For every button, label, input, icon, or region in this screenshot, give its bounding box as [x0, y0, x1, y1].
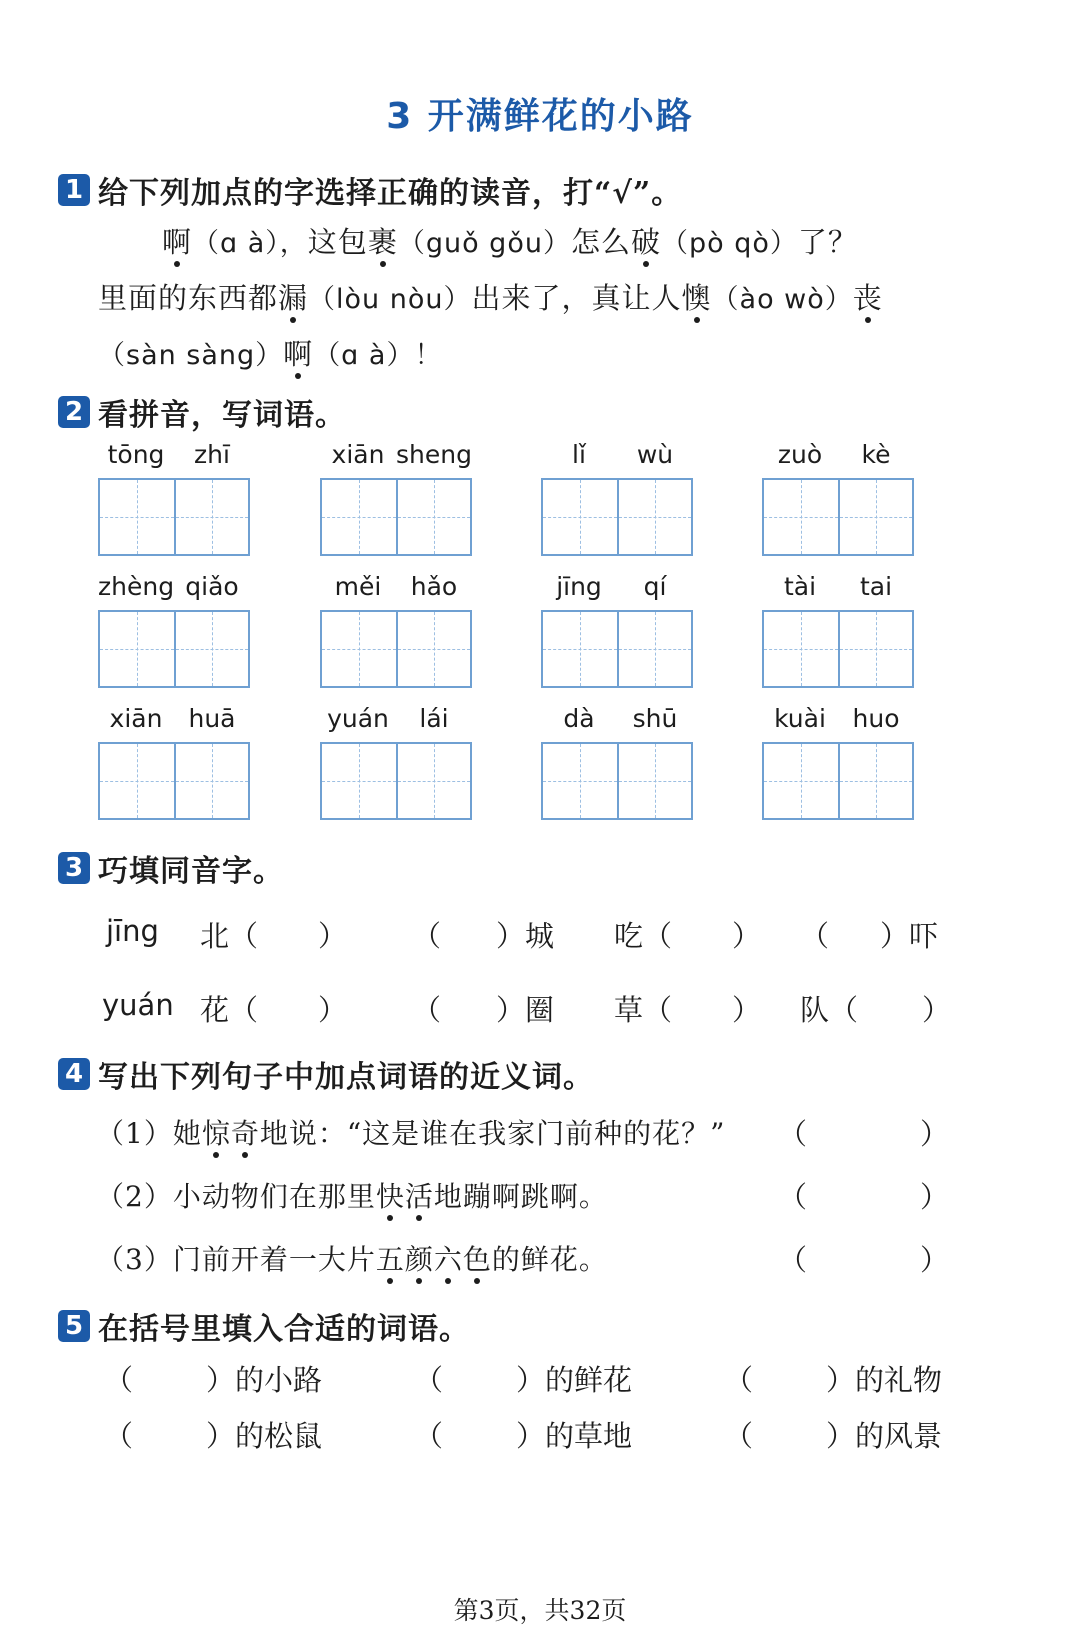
text: 怎么	[570, 225, 631, 259]
writing-cell[interactable]	[617, 480, 691, 554]
blank-right: ）	[922, 993, 952, 1027]
writing-cell[interactable]	[174, 744, 248, 818]
dotted-char: 色	[463, 1238, 492, 1278]
pinyin-syllable: měi	[334, 572, 382, 601]
text: 了？	[797, 225, 858, 259]
page-footer: 第3页，共32页	[453, 1596, 627, 1625]
pinyin-options[interactable]: （sàn sàng）	[98, 340, 284, 371]
writing-cell[interactable]	[617, 612, 691, 686]
writing-cell[interactable]	[838, 480, 912, 554]
text: 地蹦啊跳啊。	[433, 1180, 608, 1213]
pinyin-syllable: zuò	[777, 440, 823, 469]
text: 出来了，真让人	[471, 281, 682, 315]
pinyin-row	[320, 704, 472, 742]
answer-blank-close: ）	[920, 1117, 950, 1151]
section-title: 巧填同音字。	[98, 854, 284, 889]
text: 里面的东西都	[98, 281, 279, 315]
text: （1）她	[96, 1117, 202, 1150]
writing-cell[interactable]	[100, 612, 174, 686]
blank-right: ）	[732, 919, 762, 953]
page-title: 3 开满鲜花的小路	[386, 96, 694, 137]
word-box	[541, 440, 693, 556]
blank-open[interactable]: （	[104, 1363, 134, 1397]
blank-right: ）	[318, 993, 348, 1027]
blank-open[interactable]: （	[414, 1363, 444, 1397]
pinyin-syllable: huo	[852, 704, 900, 733]
s1-line-3	[98, 332, 442, 373]
dotted-char: 颜	[405, 1238, 434, 1278]
word-box	[98, 440, 250, 556]
pinyin-row	[541, 704, 693, 742]
writing-cell[interactable]	[543, 744, 617, 818]
pinyin-row	[541, 440, 693, 478]
pinyin-syllable: qiǎo	[185, 572, 239, 601]
answer-blank-open[interactable]: （	[778, 1180, 808, 1214]
pinyin-syllable: lǐ	[572, 440, 586, 469]
blank-right: ）城	[496, 919, 555, 953]
writing-cell[interactable]	[322, 612, 396, 686]
pinyin-row	[98, 704, 250, 742]
writing-grid	[320, 478, 472, 556]
phrase-item: ）的礼物	[826, 1363, 943, 1397]
homophone-pinyin: jīng	[106, 914, 159, 948]
phrase-item: ）的风景	[826, 1419, 943, 1453]
section-number: 3	[58, 852, 90, 884]
section-title: 看拼音，写词语。	[98, 398, 346, 433]
section-title: 给下列加点的字选择正确的读音，打“√”。	[98, 176, 683, 211]
dotted-char: 啊	[162, 220, 192, 261]
section-title: 在括号里填入合适的词语。	[98, 1312, 470, 1347]
dotted-word	[376, 1243, 492, 1276]
blank-left[interactable]: 草（	[614, 993, 673, 1027]
text: 这包	[307, 225, 368, 259]
section-number: 1	[58, 174, 90, 206]
pinyin-options[interactable]: （ào wò）	[711, 284, 853, 315]
dotted-char: 惊	[202, 1112, 231, 1152]
writing-grid	[320, 610, 472, 688]
dotted-char: 六	[434, 1238, 463, 1278]
blank-left[interactable]: 花（	[200, 993, 259, 1027]
writing-grid	[762, 478, 914, 556]
writing-cell[interactable]	[322, 744, 396, 818]
answer-blank-close: ）	[920, 1180, 950, 1214]
blank-open[interactable]: （	[724, 1419, 754, 1453]
pinyin-syllable: xiān	[331, 440, 385, 469]
s4-question-3	[96, 1238, 608, 1278]
blank-right: ）	[318, 919, 348, 953]
writing-cell[interactable]	[838, 744, 912, 818]
word-box	[762, 704, 914, 820]
writing-cell[interactable]	[764, 612, 838, 686]
word-box	[541, 704, 693, 820]
blank-left[interactable]: （	[800, 919, 830, 953]
writing-cell[interactable]	[100, 480, 174, 554]
phrase-item: ）的松鼠	[206, 1419, 323, 1453]
section-number: 2	[58, 396, 90, 428]
pinyin-options[interactable]: （ɑ à）！	[313, 340, 443, 371]
pinyin-syllable: qí	[643, 572, 667, 601]
writing-grid	[98, 742, 250, 820]
pinyin-row	[98, 572, 250, 610]
word-box	[320, 572, 472, 688]
dotted-char: 啊	[283, 332, 313, 373]
pinyin-row	[762, 704, 914, 742]
writing-cell[interactable]	[764, 480, 838, 554]
section-1-header	[58, 168, 682, 212]
dotted-char: 活	[405, 1175, 434, 1215]
text: 的鲜花。	[491, 1243, 608, 1276]
pinyin-syllable: xiān	[109, 704, 163, 733]
writing-grid	[98, 478, 250, 556]
pinyin-syllable: zhèng	[98, 572, 175, 601]
pinyin-row	[541, 572, 693, 610]
writing-cell[interactable]	[838, 612, 912, 686]
word-box	[320, 704, 472, 820]
section-4-header	[58, 1052, 594, 1096]
pinyin-syllable: kuài	[774, 704, 826, 733]
writing-cell[interactable]	[174, 612, 248, 686]
phrase-item: ）的鲜花	[516, 1363, 633, 1397]
text: 地说：“这是谁在我家门前种的花？”	[259, 1117, 726, 1150]
writing-grid	[762, 610, 914, 688]
pinyin-syllable: kè	[861, 440, 891, 469]
writing-cell[interactable]	[764, 744, 838, 818]
pinyin-syllable: tōng	[107, 440, 165, 469]
pinyin-options[interactable]: （ɑ à），	[192, 228, 308, 259]
word-box	[762, 440, 914, 556]
pinyin-syllable: sheng	[396, 440, 472, 469]
pinyin-syllable: zhī	[194, 440, 230, 469]
section-title: 写出下列句子中加点词语的近义词。	[98, 1060, 594, 1095]
pinyin-row	[762, 440, 914, 478]
writing-cell[interactable]	[396, 744, 470, 818]
writing-grid	[762, 742, 914, 820]
s4-question-2	[96, 1175, 608, 1215]
blank-left[interactable]: 北（	[200, 919, 259, 953]
pinyin-syllable: dà	[563, 704, 595, 733]
section-5-header	[58, 1304, 470, 1348]
writing-grid	[541, 478, 693, 556]
pinyin-row	[98, 440, 250, 478]
phrase-item: ）的小路	[206, 1363, 323, 1397]
pinyin-syllable: shū	[632, 704, 678, 733]
pinyin-row	[762, 572, 914, 610]
pinyin-syllable: tai	[859, 572, 893, 601]
writing-grid	[320, 742, 472, 820]
pinyin-row	[320, 572, 472, 610]
pinyin-syllable: jīng	[556, 572, 602, 601]
blank-open[interactable]: （	[414, 1419, 444, 1453]
section-number: 4	[58, 1058, 90, 1090]
answer-blank-open[interactable]: （	[778, 1243, 808, 1277]
s1-line-1	[162, 220, 858, 261]
writing-grid	[98, 610, 250, 688]
blank-right: ）吓	[880, 919, 939, 953]
pinyin-options[interactable]: （guǒ gǒu）	[397, 228, 571, 259]
text: （3）门前开着一大片	[96, 1243, 376, 1276]
section-3-header	[58, 846, 284, 890]
word-box	[320, 440, 472, 556]
s1-line-2	[98, 276, 883, 317]
section-2-header	[58, 390, 346, 434]
writing-cell[interactable]	[396, 612, 470, 686]
homophone-pinyin: yuán	[102, 988, 174, 1022]
s4-question-1	[96, 1112, 726, 1152]
writing-cell[interactable]	[617, 744, 691, 818]
dotted-char: 奇	[231, 1112, 260, 1152]
blank-right: ）	[732, 993, 762, 1027]
pinyin-row	[320, 440, 472, 478]
blank-left[interactable]: 吃（	[614, 919, 673, 953]
word-box	[541, 572, 693, 688]
dotted-char: 懊	[682, 276, 712, 317]
answer-blank-open[interactable]: （	[778, 1117, 808, 1151]
pinyin-syllable: hǎo	[410, 572, 458, 601]
section-number: 5	[58, 1310, 90, 1342]
answer-blank-close: ）	[920, 1243, 950, 1277]
dotted-char: 五	[376, 1238, 405, 1278]
word-box	[762, 572, 914, 688]
pinyin-options[interactable]: （lòu nòu）	[308, 284, 472, 315]
pinyin-syllable: yuán	[327, 704, 389, 733]
dotted-char: 漏	[278, 276, 308, 317]
blank-left[interactable]: 队（	[800, 993, 859, 1027]
dotted-word	[202, 1117, 260, 1150]
writing-cell[interactable]	[543, 480, 617, 554]
dotted-char: 丧	[853, 276, 883, 317]
writing-cell[interactable]	[100, 744, 174, 818]
writing-grid	[541, 610, 693, 688]
writing-cell[interactable]	[543, 612, 617, 686]
text: （2）小动物们在那里	[96, 1180, 376, 1213]
phrase-item: ）的草地	[516, 1419, 633, 1453]
blank-right: ）圈	[496, 993, 555, 1027]
pinyin-options[interactable]: （pò qò）	[660, 228, 798, 259]
writing-cell[interactable]	[396, 480, 470, 554]
pinyin-syllable: tài	[783, 572, 817, 601]
dotted-char: 裹	[368, 220, 398, 261]
writing-cell[interactable]	[174, 480, 248, 554]
writing-grid	[541, 742, 693, 820]
blank-open[interactable]: （	[724, 1363, 754, 1397]
dotted-char: 快	[376, 1175, 405, 1215]
pinyin-syllable: lái	[419, 704, 449, 733]
word-box	[98, 572, 250, 688]
pinyin-syllable: wù	[636, 440, 674, 469]
blank-open[interactable]: （	[104, 1419, 134, 1453]
dotted-word	[376, 1180, 434, 1213]
blank-left[interactable]: （	[412, 919, 442, 953]
pinyin-syllable: huā	[188, 704, 236, 733]
word-box	[98, 704, 250, 820]
blank-left[interactable]: （	[412, 993, 442, 1027]
dotted-char: 破	[631, 220, 661, 261]
writing-cell[interactable]	[322, 480, 396, 554]
